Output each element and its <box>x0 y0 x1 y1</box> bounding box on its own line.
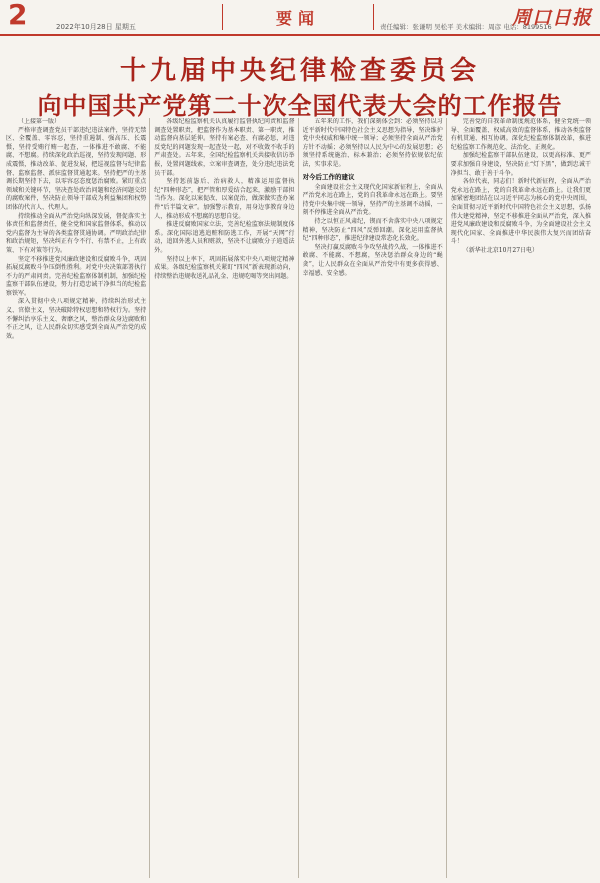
paragraph: 五年来的工作，我们深刻体会到：必须坚持以习近平新时代中国特色社会主义思想为指导，坚决维护党中央权威和集中统一领导；必须坚持全面从严治党方针不动摇；必须坚持以人民为中心的发展思想；必须坚持系统施治、标本兼治；必须坚持依规依纪依法，实事求是。 <box>302 118 443 168</box>
paragraph: 坚决打赢反腐败斗争攻坚战持久战，一体推进不敢腐、不能腐、不想腐，坚决惩治群众身边的“蝇贪”，让人民群众在全面从严治党中有更多获得感、幸福感、安全感。 <box>302 243 443 277</box>
paragraph: 各位代表，同志们！新时代新征程，全面从严治党永远在路上，党的自我革命永远在路上。让我们更加紧密地团结在以习近平同志为核心的党中央周围，全面贯彻习近平新时代中国特色社会主义思想，弘扬伟大建党精神，坚定不移推进全面从严治党，深入推进党风廉政建设和反腐败斗争，为全面建设社会主义现代化国家、全面推进中华民族伟大复兴而团结奋斗！ <box>450 178 591 246</box>
headline-line-1: 十九届中央纪律检查委员会 <box>119 56 480 86</box>
article-column-4 <box>451 118 594 878</box>
issue-date: 2022年10月28日 星期五 <box>56 23 136 31</box>
subheading: 对今后工作的建议 <box>302 172 355 181</box>
paragraph: 加强纪检监察干部队伍建设，以更高标准、更严要求加强自身建设，坚决防止“灯下黑”，做到忠诚干净担当、敢于善于斗争。 <box>450 152 591 177</box>
paragraph: 全面建设社会主义现代化国家新征程上，全面从严治党永远在路上，党的自我革命永远在路上。要坚持党中央集中统一领导，坚持严的主基调不动摇，一刻不停推进全面从严治党。 <box>302 183 443 217</box>
editor-credits: 责任编辑：张谦明 吴松平 美术编辑：周彦 电话：8199516 <box>380 23 552 31</box>
page-number: 2 <box>8 0 28 31</box>
paragraph: （新华社北京10月27日电） <box>462 246 539 254</box>
paragraph: 推进反腐败国家立法，完善纪检监察法规制度体系。深化国际追逃追赃和防逃工作，开展“天网”行动，追回外逃人员和赃款，坚决不让腐败分子逍遥法外。 <box>154 221 295 254</box>
section-title: 要闻 <box>275 8 320 28</box>
paragraph: 深入贯彻中央八项规定精神，持续纠治形式主义、官僚主义，坚决破除特权思想和特权行为。坚持不懈纠治享乐主义、奢靡之风，整治群众身边腐败和不正之风，让人民群众切实感受到全面从严治党的成效。 <box>6 298 147 340</box>
paragraph: 严格审查调查党员干部违纪违法案件，坚持无禁区、全覆盖、零容忍，坚持重遏制、强高压、长震慑，坚持受贿行贿一起查，一体推进不敢腐、不能腐、不想腐。持续深化政治巡视，坚持发现问题、形成震慑，推动改革、促进发展，把巡视监督与纪律监督、监察监督、派驻监督贯通起来。坚持把严的主基调长期坚持下去，以零容忍态度惩治腐败。紧盯重点领域和关键环节，坚决查处政治问题和经济问题交织的腐败案件，坚决防止领导干部成为利益集团和权势团体的代言人、代理人。 <box>6 126 147 211</box>
paragraph: 持续推动全面从严治党向纵深发展，督促落实主体责任和监督责任，健全党和国家监督体系，推动以党内监督为主导的各类监督贯通协调。严明政治纪律和政治规矩，坚决纠正有令不行、有禁不止，上有政策、下有对策等行为。 <box>6 212 147 254</box>
paragraph: 坚持以上率下，巩固拓展落实中央八项规定精神成果。各级纪检监察机关紧盯“四风”新表现新动向，持续整治违规收送礼品礼金、违规吃喝等突出问题。 <box>154 255 295 280</box>
paragraph: 完善党的自我革命制度规范体系，健全党统一领导、全面覆盖、权威高效的监督体系，推动各类监督有机贯通、相互协调。深化纪检监察体制改革，推进纪检监察工作规范化、法治化、正规化。 <box>450 118 591 151</box>
paragraph: 坚定不移推进党风廉政建设和反腐败斗争，巩固拓展反腐败斗争压倒性胜利。对党中央决策部署执行不力的严肃问责。完善纪检监察体制机制，加强纪检监察干部队伍建设，努力打造忠诚干净担当的纪检监察铁军。 <box>6 255 147 297</box>
article-body <box>6 118 594 878</box>
page-header <box>0 0 600 36</box>
section-box <box>222 4 374 30</box>
article-column-1 <box>6 118 150 878</box>
paragraph: 坚持惩前毖后、治病救人，精准运用监督执纪“四种形态”，把严管和厚爱结合起来，激励干部担当作为。深化以案促改、以案促治，做深做实查办案件“后半篇文章”。加强警示教育，用身边事教育身边人，推动形成不想腐的思想自觉。 <box>154 178 295 220</box>
article-column-2 <box>154 118 298 878</box>
paragraph: 各级纪检监察机关认真履行监督执纪问责和监督调查处置职责，把监督作为基本职责、第一职责，推动监督向基层延伸。坚持有案必查、有腐必惩，对违反党纪的问题发现一起查处一起，对不收敛不收手的严肃查处。五年来，全国纪检监察机关共接收信访举报，处置问题线索，立案审查调查，处分违纪违法党员干部。 <box>154 118 295 177</box>
article-column-3 <box>303 118 447 878</box>
paragraph: 持之以恒正风肃纪，锲而不舍落实中央八项规定精神，坚决防止“四风”反弹回潮。深化运用监督执纪“四种形态”，推进纪律建设常态化长效化。 <box>302 217 443 243</box>
newspaper-logo: 周口日报 <box>511 7 592 29</box>
paragraph: （上接第一版） <box>18 118 61 125</box>
headline-line-2: 向中国共产党第二十次全国代表大会的工作报告 <box>37 91 563 120</box>
